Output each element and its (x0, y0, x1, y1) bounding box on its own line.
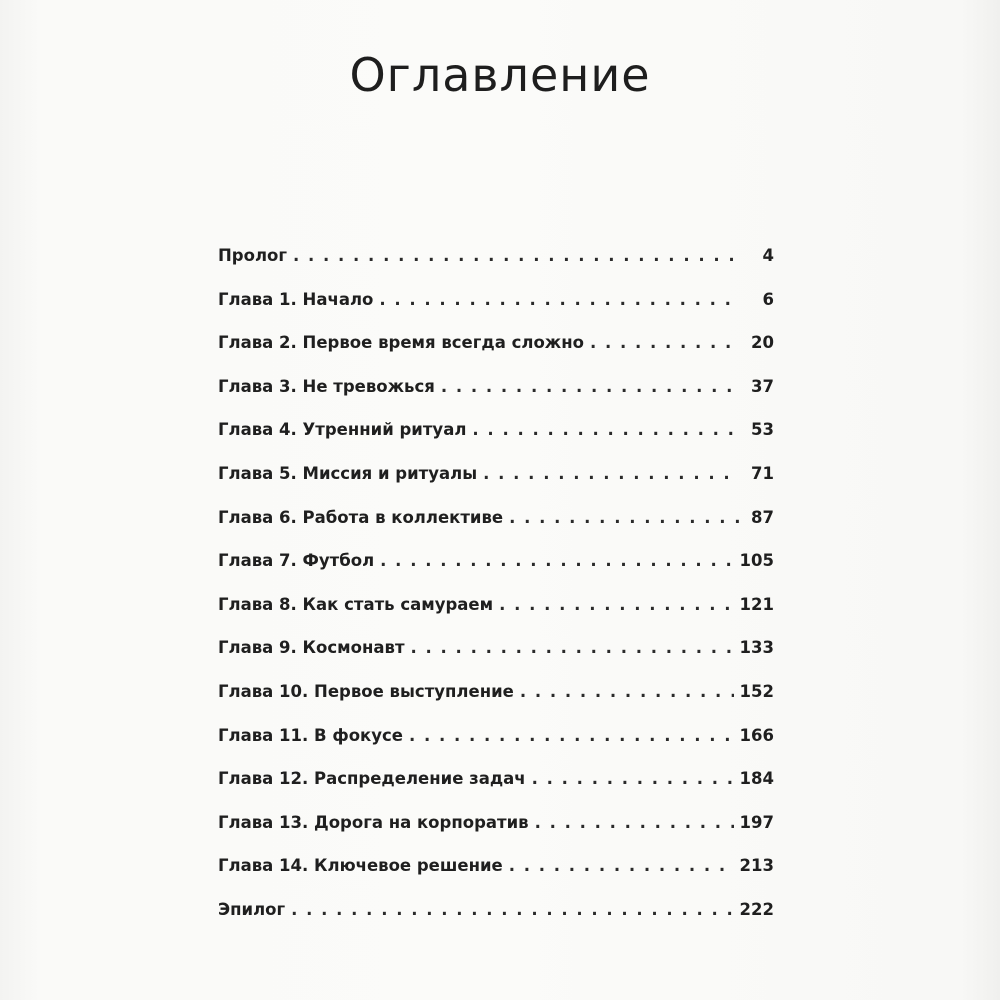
toc-entry-title: Глава 11. В фокусе (218, 725, 403, 745)
toc-entry-page: 87 (751, 507, 774, 527)
toc-entry-title: Пролог (218, 246, 287, 265)
toc-entry-title: Глава 13. Дорога на корпоратив (218, 812, 529, 832)
dot-leader (411, 638, 734, 657)
dot-leader (483, 464, 740, 483)
toc-entry-chapter-1 (218, 290, 774, 334)
dot-leader (291, 900, 733, 919)
toc-entry-title: Глава 12. Распределение задач (218, 769, 526, 789)
toc-entry-title: Эпилог (218, 899, 286, 919)
toc-entry-title: Глава 1. Начало (218, 289, 374, 309)
toc-entry-chapter-2 (218, 333, 774, 377)
dot-leader (409, 726, 734, 745)
toc-entry-prologue (218, 246, 774, 290)
toc-entry-chapter-6 (218, 508, 774, 552)
table-of-contents (218, 246, 774, 944)
toc-entry-page: 105 (739, 551, 774, 571)
toc-entry-chapter-7 (218, 551, 774, 595)
toc-entry-page: 37 (751, 376, 774, 396)
toc-entry-page: 121 (739, 594, 774, 614)
dot-leader (472, 420, 740, 439)
toc-entry-page: 222 (739, 899, 774, 919)
dot-leader (590, 333, 740, 352)
dot-leader (380, 551, 733, 570)
toc-entry-title: Глава 2. Первое время всегда сложно (218, 333, 584, 353)
toc-entry-chapter-9 (218, 638, 774, 682)
page-title: Оглавление (349, 48, 651, 102)
dot-leader (499, 595, 733, 614)
toc-entry-title: Глава 10. Первое выступление (218, 681, 514, 701)
toc-entry-chapter-3 (218, 377, 774, 421)
toc-entry-page: 53 (751, 420, 774, 440)
dot-leader (379, 290, 740, 309)
toc-entry-epilogue (218, 900, 774, 944)
toc-entry-page: 4 (762, 246, 774, 265)
toc-entry-page: 71 (751, 463, 774, 483)
toc-entry-title: Глава 8. Как стать самураем (218, 594, 494, 614)
toc-entry-chapter-11 (218, 726, 774, 770)
toc-entry-title: Глава 9. Космонавт (218, 638, 405, 658)
toc-entry-page: 166 (739, 725, 774, 745)
toc-entry-chapter-13 (218, 813, 774, 857)
toc-entry-chapter-8 (218, 595, 774, 639)
toc-entry-title: Глава 5. Миссия и ритуалы (218, 463, 478, 483)
dot-leader (535, 813, 734, 832)
dot-leader (532, 769, 734, 788)
dot-leader (441, 377, 740, 396)
toc-entry-title: Глава 7. Футбол (218, 551, 375, 571)
dot-leader (509, 856, 734, 875)
toc-entry-page: 6 (762, 289, 774, 309)
dot-leader (520, 682, 734, 701)
toc-entry-chapter-10 (218, 682, 774, 726)
toc-entry-title: Глава 4. Утренний ритуал (218, 420, 467, 440)
toc-entry-chapter-4 (218, 420, 774, 464)
dot-leader (509, 508, 740, 527)
dot-leader (293, 246, 740, 265)
toc-entry-page: 197 (739, 812, 774, 832)
toc-entry-chapter-14 (218, 856, 774, 900)
toc-entry-chapter-12 (218, 769, 774, 813)
toc-entry-page: 213 (739, 856, 774, 876)
toc-entry-title: Глава 6. Работа в коллективе (218, 507, 504, 527)
toc-entry-page: 152 (739, 681, 774, 701)
toc-entry-chapter-5 (218, 464, 774, 508)
toc-entry-title: Глава 14. Ключевое решение (218, 856, 503, 876)
toc-entry-page: 133 (739, 638, 774, 658)
toc-entry-page: 20 (751, 333, 774, 353)
toc-entry-page: 184 (739, 769, 774, 789)
toc-entry-title: Глава 3. Не тревожься (218, 376, 435, 396)
